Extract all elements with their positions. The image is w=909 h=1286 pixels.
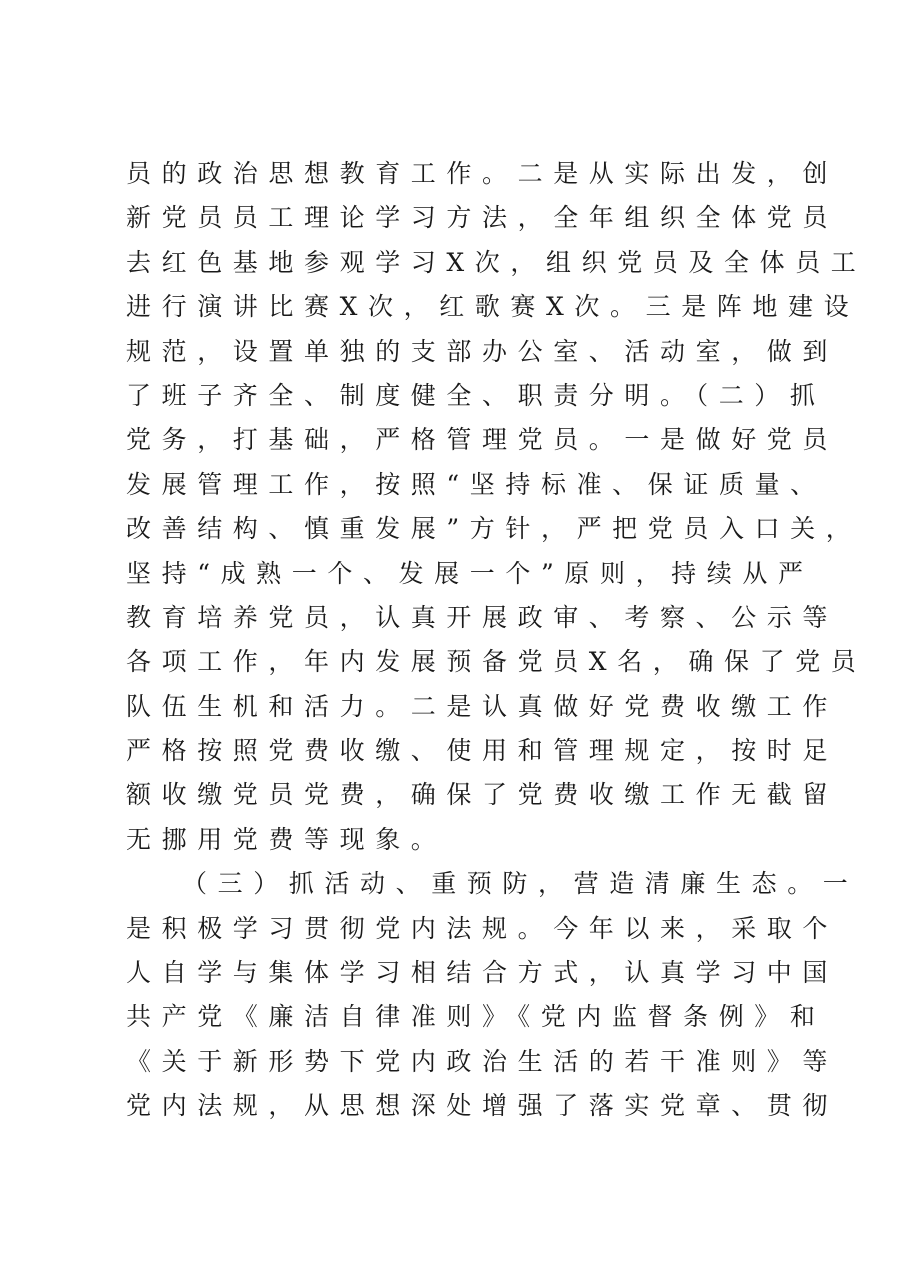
text-line: 教育培养党员，认真开展政审、考察、公示等 — [126, 602, 839, 632]
text-line: 员的政治思想教育工作。二是从实际出发，创 — [126, 159, 839, 188]
body-text — [126, 152, 867, 1129]
text-line: 党内法规，从思想深处增强了落实党章、贯彻 — [126, 1091, 839, 1121]
text-line: 党务，打基础，严格管理党员。一是做好党员 — [126, 425, 839, 455]
text-line: 《关于新形势下党内政治生活的若干准则》等 — [126, 1046, 839, 1076]
text-line: 队伍生机和活力。二是认真做好党费收缴工作 — [126, 691, 839, 721]
text-line: 发展管理工作，按照“坚持标准、保证质量、 — [126, 469, 826, 499]
text-line: 共产党《廉洁自律准则》《党内监督条例》和 — [126, 1002, 826, 1032]
text-line: 新党员员工理论学习方法，全年组织全体党员 — [126, 203, 839, 233]
text-line: 是积极学习贯彻党内法规。今年以来，采取个 — [126, 913, 839, 943]
text-line: （三）抓活动、重预防，营造清廉生态。一 — [182, 869, 859, 899]
text-line: 人自学与集体学习相结合方式，认真学习中国 — [126, 958, 839, 988]
text-line: 额收缴党员党费，确保了党费收缴工作无截留 — [126, 780, 839, 810]
text-line: 去红色基地参观学习X次，组织党员及全体员工 — [126, 247, 867, 277]
text-line: 坚持“成熟一个、发展一个”原则，持续从严 — [126, 558, 814, 588]
text-line: 各项工作，年内发展预备党员X名，确保了党员 — [126, 647, 867, 677]
text-line: 改善结构、慎重发展”方针，严把党员入口关， — [126, 514, 862, 544]
text-line: 无挪用党费等现象。 — [126, 824, 447, 854]
text-line: 了班子齐全、制度健全、职责分明。（二）抓 — [126, 380, 826, 410]
text-line: 严格按照党费收缴、使用和管理规定，按时足 — [126, 736, 839, 766]
text-line: 进行演讲比赛X次，红歌赛X次。三是阵地建设 — [126, 292, 860, 322]
text-line: 规范，设置单独的支部办公室、活动室，做到 — [126, 336, 839, 366]
